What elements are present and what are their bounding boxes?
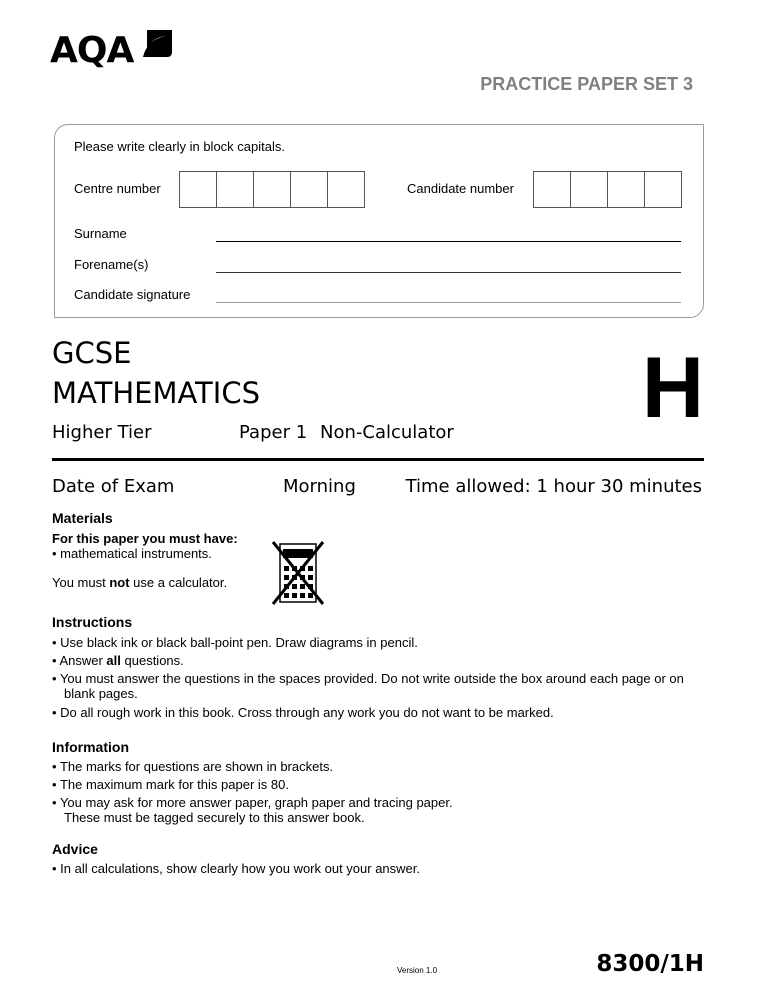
- information-item: • You may ask for more answer paper, graph paper and tracing paper. These must be tagged securely to this answer book.: [52, 795, 453, 825]
- instruction-text: Do all rough work in this book. Cross through any work you do not want to be marked.: [60, 705, 554, 720]
- aqa-leaf-icon: [143, 30, 172, 57]
- information-heading: Information: [52, 739, 129, 755]
- instruction-text: Answer: [59, 653, 107, 668]
- materials-item: • mathematical instruments.: [52, 546, 212, 561]
- calc-note-post: use a calculator.: [129, 575, 228, 590]
- candidate-number-label: Candidate number: [407, 181, 514, 196]
- calc-note-pre: You must: [52, 575, 110, 590]
- centre-number-boxes[interactable]: [180, 171, 365, 208]
- tier-letter: H: [641, 340, 704, 436]
- signature-label: Candidate signature: [74, 287, 191, 302]
- subject-title: MATHEMATICS: [52, 376, 260, 410]
- no-calculator-icon: [270, 540, 326, 606]
- exam-date: Date of Exam: [52, 476, 175, 497]
- tier-label: Higher Tier: [52, 422, 152, 443]
- instruction-item: • Do all rough work in this book. Cross through any work you do not want to be marked.: [52, 705, 554, 720]
- advice-heading: Advice: [52, 841, 98, 857]
- divider: [52, 458, 704, 461]
- instruction-item: • Answer all questions.: [52, 653, 184, 668]
- centre-number-label: Centre number: [74, 181, 161, 196]
- version-label: Version 1.0: [397, 966, 438, 975]
- paper-code: 8300/1H: [596, 951, 704, 977]
- instruction-bold: all: [106, 653, 121, 668]
- advice-item: • In all calculations, show clearly how you work out your answer.: [52, 861, 421, 876]
- information-text: You may ask for more answer paper, graph paper and tracing paper. These must be tagged securely to this answer book.: [59, 795, 453, 825]
- paper-type: Non-Calculator: [320, 422, 454, 443]
- instruction-text: questions.: [120, 653, 184, 668]
- instruction-text: Use black ink or black ball-point pen. Draw diagrams in pencil.: [60, 635, 418, 650]
- forename-field[interactable]: [216, 272, 681, 273]
- instruction-text: You must answer the questions in the spaces provided. Do not write outside the box around each page or on blank pages.: [59, 671, 684, 701]
- information-text: The maximum mark for this paper is 80.: [59, 777, 289, 792]
- qualification-title: GCSE: [52, 336, 132, 370]
- practice-set-label: PRACTICE PAPER SET 3: [480, 74, 693, 94]
- information-text: The marks for questions are shown in brackets.: [59, 759, 334, 774]
- instruction-item: • You must answer the questions in the spaces provided. Do not write outside the box around each page or on blank pages.: [52, 671, 684, 701]
- information-item: • The maximum mark for this paper is 80.: [52, 777, 289, 792]
- surname-field[interactable]: [216, 241, 681, 242]
- surname-label: Surname: [74, 226, 127, 241]
- calculator-note: [52, 575, 227, 590]
- calc-note-bold: not: [109, 575, 130, 590]
- block-capitals-note: Please write clearly in block capitals.: [74, 139, 285, 154]
- materials-heading: Materials: [52, 510, 113, 526]
- information-item: • The marks for questions are shown in brackets.: [52, 759, 334, 774]
- advice-text: In all calculations, show clearly how you work out your answer.: [60, 861, 421, 876]
- must-have-label: For this paper you must have:: [52, 531, 238, 546]
- instruction-item: • Use black ink or black ball-point pen. Draw diagrams in pencil.: [52, 635, 418, 650]
- exam-session: Morning: [283, 476, 356, 497]
- materials-item-text: mathematical instruments.: [60, 546, 212, 561]
- paper-label: Paper 1: [239, 422, 308, 443]
- candidate-number-boxes[interactable]: [534, 171, 682, 208]
- signature-field[interactable]: [216, 302, 681, 303]
- aqa-logo: AQA: [50, 30, 134, 71]
- forename-label: Forename(s): [74, 257, 149, 272]
- time-allowed: Time allowed: 1 hour 30 minutes: [405, 476, 702, 497]
- instructions-heading: Instructions: [52, 614, 133, 630]
